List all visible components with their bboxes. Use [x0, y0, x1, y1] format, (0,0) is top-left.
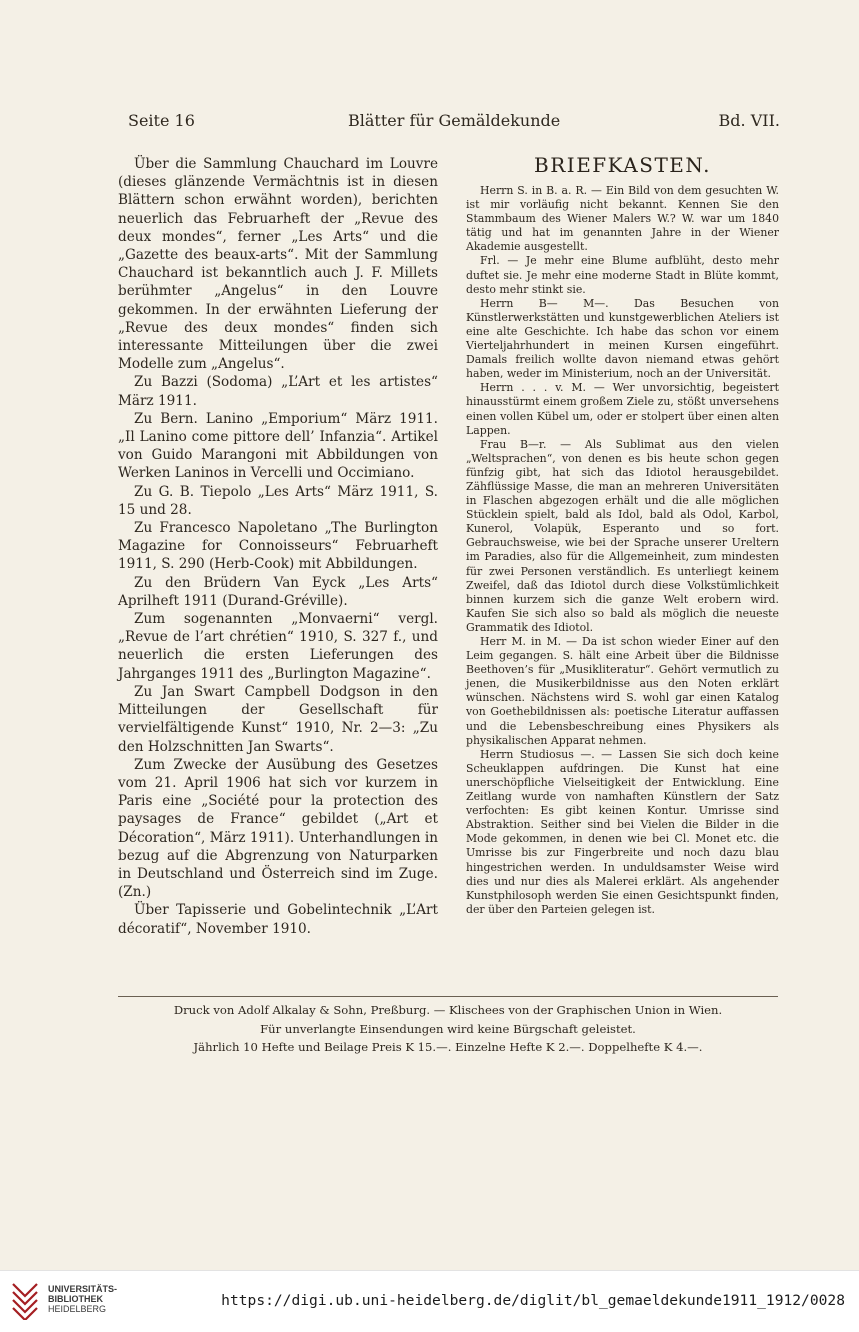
footer-divider	[118, 996, 778, 997]
letter-reply: Frau B—r. — Als Sublimat aus den vielen „Weltsprachen“, von denen es bis heute schon gegen fünfzig gibt, hat sich das Idiotol herausgebildet. Zähflüssige Masse, die man an mehreren Universitäten in Flaschen abgezogen erhält und die alle möglichen Stücklein spielt, bald als Idol, bald als Odol, Karbol, Kunerol, Volapük, Esperanto und so fort. Gebrauchsweise, wie bei der Sprache unserer Ureltern im Paradies, also für die Allgemeinheit, zum mindesten für zwei Personen verständlich. Es unterliegt keinem Zweifel, daß das Idiotol durch diese Volkstümlichkeit binnen kurzem sich die ganze Welt erobern wird. Kaufen Sie sich also so bald als möglich die neueste Grammatik des Idiotol.	[466, 437, 779, 634]
university-library-logo-icon[interactable]	[10, 1280, 40, 1320]
letter-reply: Frl. — Je mehr eine Blume aufblüht, desto mehr duftet sie. Je mehr eine moderne Stadt in Blüte kommt, desto mehr stinkt sie.	[466, 254, 779, 296]
paragraph: Zu Bazzi (Sodoma) „L’Art et les artistes“ März 1911.	[118, 374, 438, 409]
letter-reply: Herrn . . . v. M. — Wer unvorsichtig, begeistert hinausstürmt einem großem Ziele zu, stößt unversehens einen vollen Kübel um, oder er stolpert über einen alten Lappen.	[466, 381, 779, 437]
paragraph: Zu Francesco Napoletano „The Burlington Magazine for Connoisseurs“ Februarheft 1911, S. 290 (Herb-Cook) mit Abbildungen.	[118, 520, 438, 573]
paragraph: Zu G. B. Tiepolo „Les Arts“ März 1911, S. 15 und 28.	[118, 483, 438, 518]
letter-reply: Herr M. in M. — Da ist schon wieder Einer auf den Leim gegangen. S. hält eine Arbeit über die Bildnisse Beethoven’s für „Musikliteratur“. Gehört vermutlich zu jenen, die Musikerbildnisse aus den Noten erklärt wünschen. Nächstens wird S. wohl gar einen Katalog von Goethebildnissen als: poetische Literatur auffassen und die Lebensbeschreibung eines Physikers als physikalischen Apparat nehmen.	[466, 635, 779, 747]
letter-reply: Herrn B— M—. Das Besuchen von Künstlerwerkstätten und kunstgewerblichen Ateliers ist eine alte Geschichte. Ich habe das schon vor einem Vierteljahrhundert in meinen Kursen eingeführt. Damals freilich wollte davon niemand etwas gehört haben, weder im Ministerium, noch an der Universität.	[466, 296, 779, 381]
paragraph: Zu Jan Swart Campbell Dodgson in den Mitteilungen der Gesellschaft für vervielfältigende Kunst“ 1910, Nr. 2—3: „Zu den Holzschnitten Jan Swarts“.	[118, 683, 438, 755]
letter-reply: Herrn S. in B. a. R. — Ein Bild von dem gesuchten W. ist mir vorläufig nicht bekannt. Kennen Sie den Stammbaum des Wiener Malers W.? W. war um 1840 tätig und hat im genannten Jahre in der Wiener Akademie ausgestellt.	[466, 184, 779, 254]
volume-label: Bd. VII.	[718, 111, 780, 130]
library-name-line: UNIVERSITÄTS-	[48, 1284, 118, 1294]
running-header	[128, 111, 780, 133]
paragraph: Zu den Brüdern Van Eyck „Les Arts“ Aprilheft 1911 (Durand-Gréville).	[118, 574, 438, 609]
paragraph: Zum Zwecke der Ausübung des Gesetzes vom 21. April 1906 hat sich vor kurzem in Paris eine „Société pour la protection des paysages de France“ gebildet („Art et Décoration“, März 1911). Unterhandlungen in bezug auf die Abgrenzung von Naturparken in Deutschland und Österreich sind im Zuge. (Zn.)	[118, 756, 438, 901]
library-name	[48, 1284, 117, 1314]
section-title: BRIEFKASTEN.	[534, 153, 711, 177]
letter-reply: Herrn Studiosus —. — Lassen Sie sich doch keine Scheuklappen aufdringen. Die Kunst hat eine unerschöpfliche Vielseitigkeit der Entwicklung. Eine Zeitlang wurde von namhaften Künstlern der Satz verfochten: Es gibt keinen Kontur. Umrisse sind Abstraktion. Seither sind bei Vielen die Bilder in die Mode gekommen, in denen wie bei Cl. Monet etc. die Umrisse bis zur Fingerbreite und noch dazu blau hingestrichen werden. In unduldsamster Weise wird dies und nur dies als Malerei erklärt. Als angehender Kunstphilosoph werden Sie einen Gesichtspunkt finden, der über den Parteien gelegen ist.	[466, 747, 779, 916]
left-column	[118, 155, 438, 938]
price-line: Jährlich 10 Hefte und Beilage Preis K 15.—. Einzelne Hefte K 2.—. Doppelhefte K 4.—.	[193, 1040, 703, 1054]
printer-line: Druck von Adolf Alkalay & Sohn, Preßburg. — Klischees von der Graphischen Union in Wien.	[173, 1003, 723, 1017]
paragraph: Zum sogenannten „Monvaerni“ vergl. „Revue de l’art chrétien“ 1910, S. 327 f., und neuerlich die ersten Lieferungen des Jahrganges 1911 des „Burlington Magazine“.	[118, 611, 438, 682]
paragraph: Zu Bern. Lanino „Emporium“ März 1911. „Il Lanino come pittore dell’ Infanzia“. Artikel von Guido Marangoni mit Abbildungen von Werken Laninos in Vercelli und Occimiano.	[118, 410, 438, 482]
imprint-footer	[118, 1001, 778, 1057]
disclaimer-line: Für unverlangte Einsendungen wird keine Bürgschaft geleistet.	[260, 1021, 636, 1036]
library-name-line: BIBLIOTHEK	[48, 1294, 103, 1304]
paragraph: Über die Sammlung Chauchard im Louvre (dieses glänzende Vermächtnis ist in diesen Blättern schon erwähnt worden), berichten neuerlich das Februarheft der „Revue des deux mondes“, ferner „Les Arts“ und die „Gazette des beaux-arts“. Mit der Sammlung Chauchard ist bekanntlich auch J. F. Millets berühmter „Angelus“ in den Louvre gekommen. In der erwähnten Lieferung der „Revue des deux mondes“ finden sich interessante Mitteilungen über die zwei Modelle zum „Angelus“.	[118, 156, 438, 373]
right-column	[466, 153, 779, 917]
page-number: Seite 16	[128, 111, 195, 130]
permalink-url[interactable]: https://digi.ub.uni-heidelberg.de/diglit/bl_gemaeldekunde1911_1912/0028	[221, 1292, 845, 1309]
paragraph: Über Tapisserie und Gobelintechnik „L’Art décoratif“, November 1910.	[118, 902, 438, 937]
library-name-line: HEIDELBERG	[48, 1304, 107, 1314]
journal-title: Blätter für Gemäldekunde	[348, 111, 561, 130]
